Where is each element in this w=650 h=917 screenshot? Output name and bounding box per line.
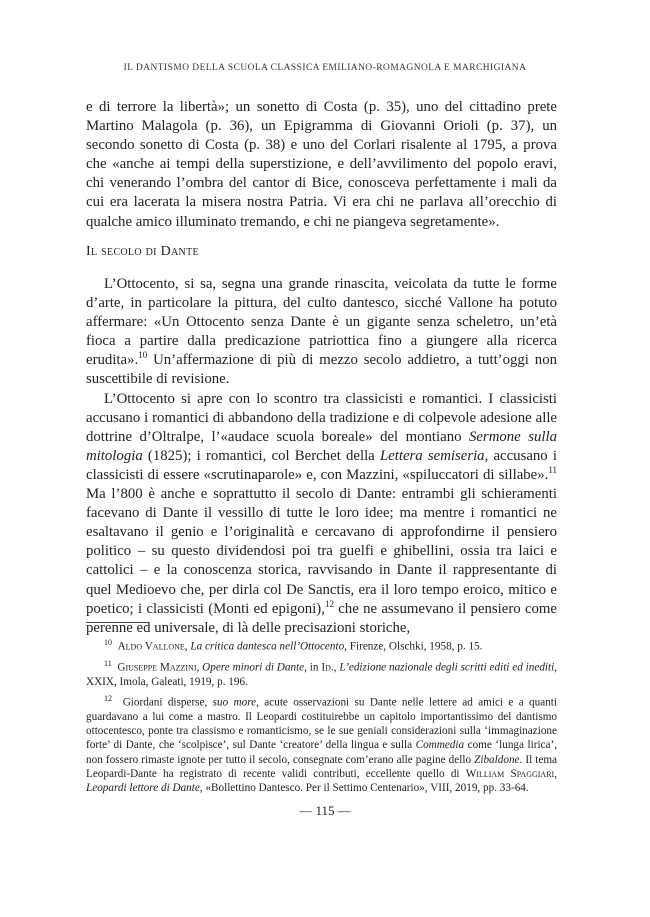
footnote-italic: Leopardi lettore di Dante — [86, 782, 200, 795]
footnote-author: Giuseppe Mazzini — [117, 661, 197, 674]
quote-paragraph: e di terrore la libertà»; un sonetto di Costa (p. 35), uno del cittadino prete Martino Malagola (p. 36), un Epigramma di Giovanni Orioli (p. 37), un secondo sonetto di Costa (p. 38) e uno del Corlari risalente al 1795, a prova che «anche ai tempi della superstizione, e dell’avvilimento del popolo eravi, chi venerando l’ombra del cantor di Bice, conoscevа perfettamente i mali da cui era lacerata la misera nostra Patria. Vi era chi ne parlava all’orecchio di qualche amico illuminato tremando, e chi ne piangeva segretamente». — [86, 99, 557, 230]
footnote-separator: , — [333, 661, 340, 674]
running-head: IL DANTISMO DELLA SCUOLA CLASSICA EMILIANO-ROMAGNOLA E MARCHIGIANA — [123, 63, 527, 73]
footnote-11 — [86, 657, 557, 689]
work-title-lettera: Lettera semiseria — [379, 447, 485, 464]
page-number: — 115 — — [299, 803, 351, 818]
footnote-separator: , — [196, 661, 203, 674]
footnote-ref-11[interactable]: 11 — [548, 465, 557, 476]
footnote-number: 10 — [104, 638, 112, 647]
quote-paragraph-block — [86, 98, 557, 232]
footnote-text: come ‘lunga lirica’, non fossero rimaste ignote per tutto il secolo, consegnate com’erano alle pagine dello — [86, 739, 558, 766]
footnote-author: William Spaggiari — [465, 767, 555, 780]
main-text — [86, 275, 557, 638]
footnote-ref-10[interactable]: 10 — [138, 350, 148, 361]
footnote-title: Opere minori di Dante — [202, 661, 305, 674]
paragraph-2-text-d: Ma l’800 è anche e soprattutto il secolo di Dante: entrambi gli schieramenti facevano di Dante il vessillo di tutte le loro idee; ma mentre i romantici ne esaltavano il genio e l’originalità e cercavano di approfondirne il pensiero politico – su questo dividendosi poi tra guelfi e ghibellini, ossia tra laici e cattolici – e la conoscenza storica, ravvisando in Dante il rappresentante di quel Medioevo che, per dirla col De Sanctis, era il loro tempo eroico, mitico e poetico; i classicisti (Monti ed epigoni), — [86, 486, 557, 617]
footnote-12 — [86, 692, 557, 795]
footnote-10 — [86, 636, 557, 654]
footnotes — [86, 636, 557, 798]
footnote-title: L’edizione nazionale degli scritti editi ed inediti — [339, 661, 555, 674]
footnote-separator: , — [184, 640, 191, 653]
footnote-text: , — [554, 767, 557, 780]
footnote-idem: Id. — [321, 661, 334, 674]
paragraph-2-text-e: che ne assumevano il pensiero come perenne ed universale, di là delle precisazioni storiche, — [86, 600, 557, 636]
footnote-text: . Il tema Leopardi-Dante ha registrato di recente validi contributi, eccellente quello di — [86, 753, 558, 780]
paragraph-2-text-b: (1825); i romantici, col Berchet della — [142, 447, 380, 464]
paragraph-2-text-a: L’Ottocento si apre con lo scontro tra classicisti e romantici. I classicisti accusano i romantici di abbandono della tradizione e di colpevole adesione alle dottrine d’Oltralpe, l’«audace scuola boreale» del montiano — [86, 390, 557, 445]
footnote-italic: suo more — [212, 696, 257, 709]
footnote-text: , «Bollettino Dantesco. Per il Settimo Centenario», VIII, 2019, pp. 33-64. — [199, 782, 529, 795]
footnote-number: 11 — [104, 658, 112, 668]
footnote-details: , Firenze, Olschki, 1958, p. 15. — [344, 640, 483, 653]
footnote-title: La critica dantesca nell’Ottocento — [190, 640, 345, 653]
paragraph-2 — [86, 390, 557, 638]
footnote-italic: Zibaldone — [474, 753, 520, 766]
footnote-details: , XXIX, Imola, Galeati, 1919, p. 196. — [86, 661, 558, 688]
footnote-text: Giordani disperse, — [122, 696, 213, 709]
footnote-author: Aldo Vallone — [117, 640, 185, 653]
footnote-ref-12[interactable]: 12 — [324, 598, 334, 609]
footnote-number: 12 — [104, 694, 112, 704]
section-title: Il secolo di Dante — [86, 244, 199, 259]
work-title-sermone: Sermone sulla mitologia — [86, 428, 557, 464]
footnote-separator: , in — [304, 661, 322, 674]
footnote-divider — [86, 622, 148, 623]
paragraph-1-text-b: Un’affermazione di più di mezzo secolo addietro, a tutt’oggi non suscettibile di revisione. — [86, 352, 557, 388]
paragraph-1 — [86, 275, 557, 390]
footnote-italic: Commedia — [415, 739, 465, 752]
footnote-text: , acute osservazioni su Dante nelle lettere ad amici e a quanti guardavano a lui come a mastro. Il Leopardi costituirebbe un capitolo importantissimo del dantismo ottocentesco, ponte tra classismo e romanticismo, se le sue geniali considerazioni sulla ‘immaginazione forte’ di Dante, che ‘scolpisce’, sul Dante ‘creatore’ della lingua e sulla — [86, 696, 558, 752]
paragraph-2-text-c: , accusano i classicisti di essere «scrutinaparole» e, con Mazzini, «spiluccatori di sillabe». — [86, 447, 557, 483]
paragraph-1-text-a: L’Ottocento, si sa, segna una grande rinascita, veicolata da tutte le forme d’arte, in particolare la pittura, del culto dantesco, sicché Vallone ha potuto affermare: «Un Ottocento senza Dante è un gigante senza scheletro, un’età fioca a partire dalla predicazione patriottica fino a giungere alla ricerca erudita». — [86, 276, 557, 369]
